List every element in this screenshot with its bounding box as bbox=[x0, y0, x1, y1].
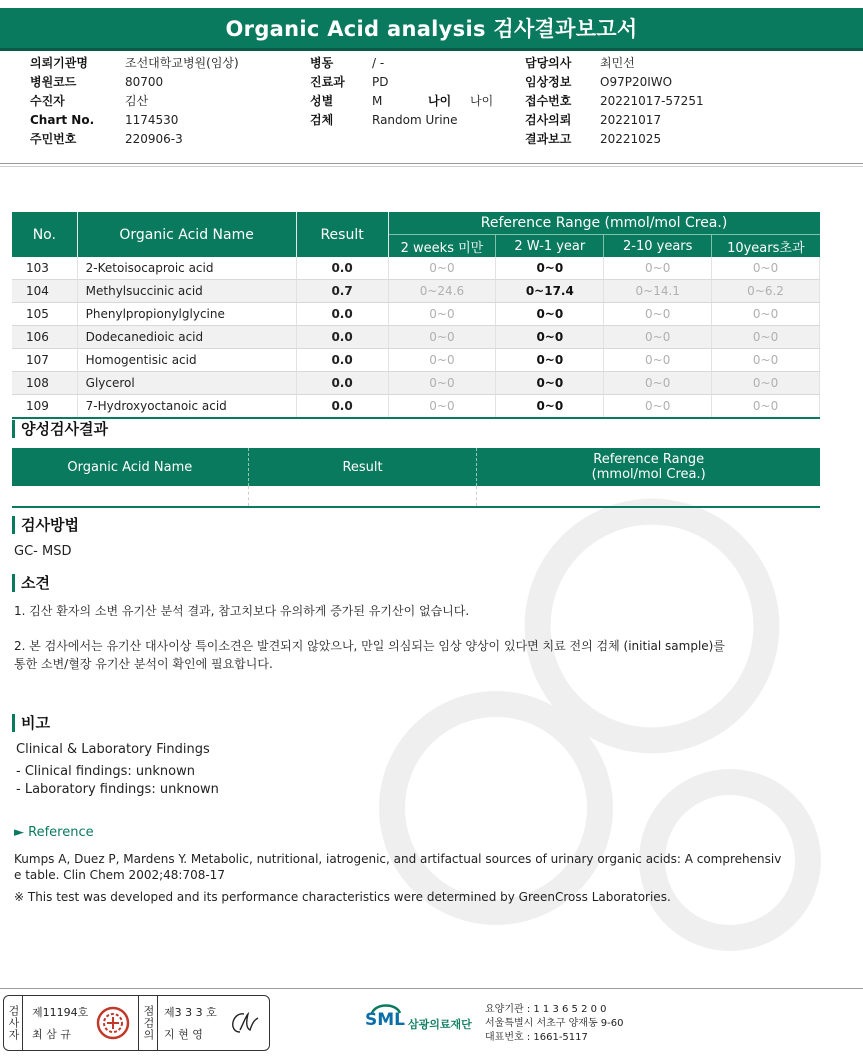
section-title-positive: 양성검사결과 bbox=[12, 420, 108, 438]
col-header-result: Result bbox=[248, 448, 477, 486]
info-row: 검체 Random Urine bbox=[310, 113, 458, 127]
age-label: 나이 bbox=[428, 94, 452, 108]
reference-citation: Kumps A, Duez P, Mardens Y. Metabolic, nutritional, iatrogenic, and artifactual sources of urinary organic acids: A comprehensiv bbox=[14, 852, 782, 866]
logo-text: SML bbox=[365, 1010, 405, 1030]
finding-line: 2. 본 검사에서는 유기산 대사이상 특이소견은 발견되지 않았으나, 만일 의심되는 임상 양상이 있다면 치료 전의 검체 (initial sample)를 bbox=[14, 639, 725, 653]
patient-info-header bbox=[0, 54, 863, 162]
reference-citation: e table. Clin Chem 2002;48:708-17 bbox=[14, 868, 225, 882]
info-row: 담당의사 최민선 bbox=[525, 56, 635, 70]
table-row: 105 Phenylpropionylglycine 0.0 0~0 0~0 0~0 0~0 bbox=[12, 303, 820, 326]
section-title-remarks: 비고 bbox=[12, 714, 50, 732]
remarks-item: - Laboratory findings: unknown bbox=[16, 782, 219, 797]
checker-license: 제3 3 3 호 bbox=[164, 1006, 217, 1019]
seal-stamp-icon bbox=[96, 1006, 130, 1040]
header-col-3 bbox=[525, 54, 704, 149]
table-row bbox=[12, 486, 820, 507]
table-row: 107 Homogentisic acid 0.0 0~0 0~0 0~0 0~0 bbox=[12, 349, 820, 372]
positive-results-table bbox=[12, 448, 820, 508]
col-header-reference: Reference Range (mmol/mol Crea.) bbox=[477, 448, 820, 486]
header-col-2 bbox=[310, 54, 493, 130]
info-row: 병동 / - bbox=[310, 56, 385, 70]
header-col-1 bbox=[30, 54, 239, 149]
col-header-ref-sub: 2-10 years bbox=[604, 235, 712, 258]
signature-icon bbox=[226, 1008, 262, 1038]
signature-box bbox=[3, 995, 270, 1051]
remarks-heading: Clinical & Laboratory Findings bbox=[16, 742, 210, 757]
col-header-name: Organic Acid Name bbox=[12, 448, 248, 486]
results-table bbox=[12, 212, 820, 419]
col-header-result: Result bbox=[296, 212, 388, 257]
finding-line: 통한 소변/혈장 유기산 분석이 확인에 필요합니다. bbox=[14, 657, 273, 671]
report-title: Organic Acid analysis 검사결과보고서 bbox=[0, 8, 863, 51]
method-text: GC- MSD bbox=[14, 544, 72, 559]
org-name: 삼광의료재단 bbox=[408, 1018, 472, 1031]
col-header-ref-sub: 2 weeks 미만 bbox=[388, 235, 496, 258]
finding-line: 1. 김산 환자의 소변 유기산 분석 결과, 참고치보다 유의하게 증가된 유기산이 없습니다. bbox=[14, 604, 470, 618]
footer-divider bbox=[0, 988, 863, 989]
age-value: 나이 bbox=[470, 94, 494, 108]
checker-label: 점검의 bbox=[138, 996, 158, 1050]
info-row: 접수번호 20221017-57251 bbox=[525, 94, 704, 108]
col-header-reference: Reference Range (mmol/mol Crea.) bbox=[388, 212, 819, 235]
col-header-ref-sub: 2 W-1 year bbox=[496, 235, 604, 258]
info-row: 의뢰기관명 조선대학교병원(임상) bbox=[30, 56, 239, 70]
info-row: 주민번호 220906-3 bbox=[30, 132, 183, 146]
col-header-no: No. bbox=[12, 212, 77, 257]
header-divider bbox=[0, 163, 863, 164]
remarks-item: - Clinical findings: unknown bbox=[16, 764, 195, 779]
section-title-findings: 소견 bbox=[12, 574, 50, 592]
info-row: 성별 M 나이 나이 bbox=[310, 92, 493, 111]
examiner-license: 제11194호 bbox=[32, 1006, 89, 1019]
watermark-graphic bbox=[340, 470, 860, 990]
info-row: 검사의뢰 20221017 bbox=[525, 113, 662, 127]
col-header-ref-sub: 10years초과 bbox=[712, 235, 820, 258]
info-row: 진료과 PD bbox=[310, 75, 389, 89]
table-row: 106 Dodecanedioic acid 0.0 0~0 0~0 0~0 0~0 bbox=[12, 326, 820, 349]
table-row: 109 7-Hydroxyoctanoic acid 0.0 0~0 0~0 0~0 0~0 bbox=[12, 395, 820, 419]
info-row: 병원코드 80700 bbox=[30, 75, 164, 89]
examiner-name: 최 삼 규 bbox=[32, 1028, 71, 1041]
examiner-label: 검사자 bbox=[4, 996, 23, 1050]
table-row: 108 Glycerol 0.0 0~0 0~0 0~0 0~0 bbox=[12, 372, 820, 395]
checker-name: 지 현 영 bbox=[164, 1028, 203, 1041]
section-title-method: 검사방법 bbox=[12, 516, 79, 534]
col-header-name: Organic Acid Name bbox=[77, 212, 296, 257]
reference-heading: ► Reference bbox=[14, 825, 94, 840]
info-row: 임상정보 O97P20IWO bbox=[525, 75, 673, 89]
reference-note: ※ This test was developed and its performance characteristics were determined by GreenCross Laboratories. bbox=[14, 890, 671, 904]
info-row: 수진자 김산 bbox=[30, 94, 149, 108]
header-divider bbox=[0, 166, 863, 167]
table-row: 103 2-Ketoisocaproic acid 0.0 0~0 0~0 0~0 0~0 bbox=[12, 257, 820, 280]
table-row: 104 Methylsuccinic acid 0.7 0~24.6 0~17.4 0~14.1 0~6.2 bbox=[12, 280, 820, 303]
info-row: 결과보고 20221025 bbox=[525, 132, 662, 146]
org-contact: 요양기관 : 1 1 3 6 5 2 0 0 서울특별시 서초구 양재동 9-60 대표번호 : 1661-5117 bbox=[485, 1004, 624, 1043]
info-row: Chart No. 1174530 bbox=[30, 113, 179, 127]
